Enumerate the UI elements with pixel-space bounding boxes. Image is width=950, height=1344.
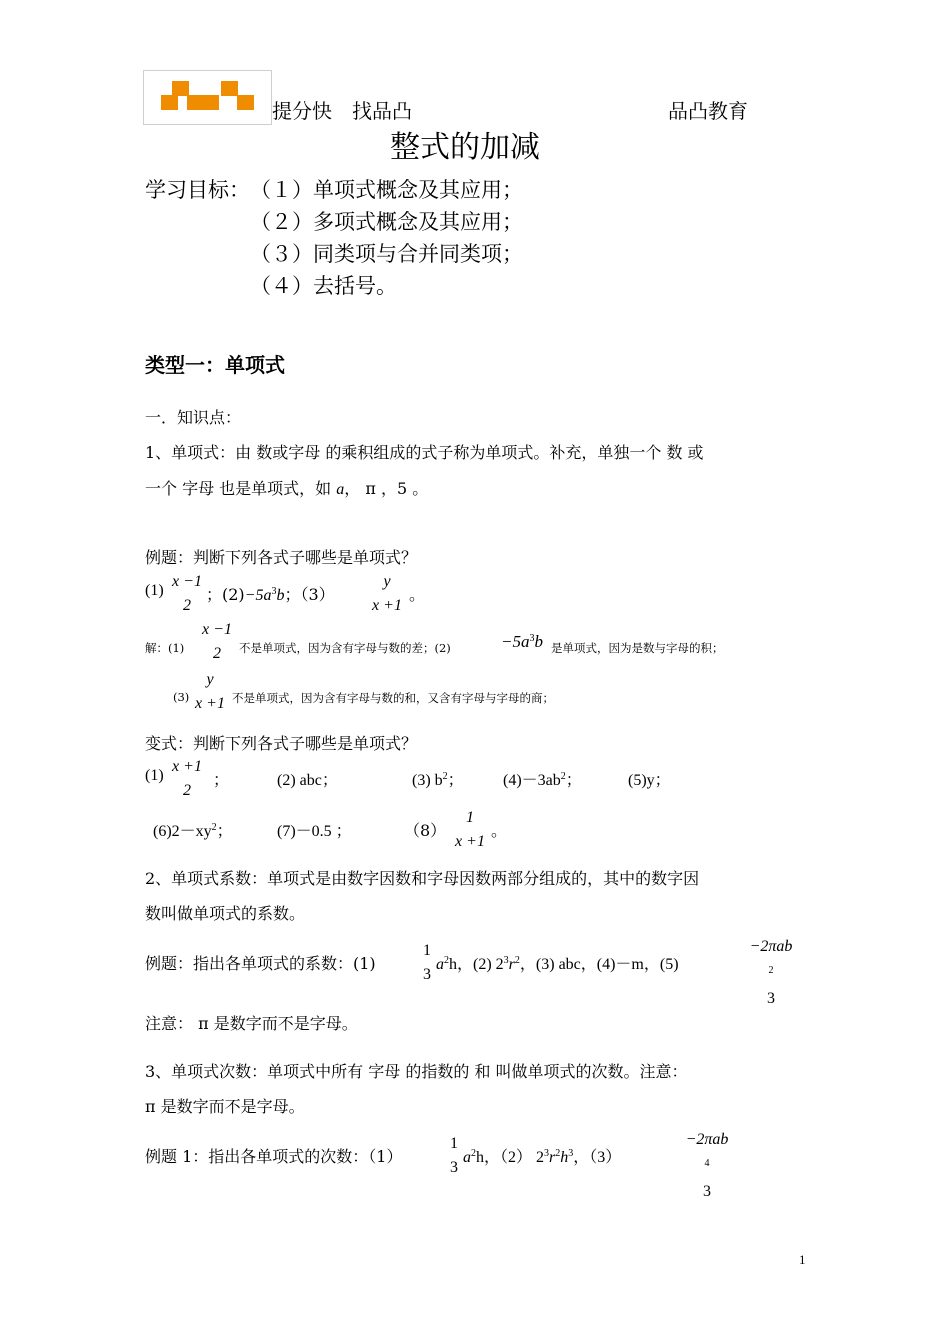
- fraction: 1 3: [423, 942, 431, 983]
- fraction: 1 3: [450, 1135, 458, 1176]
- variant-item: $(6)2-xy^2$；: [153, 822, 233, 840]
- solution-text: 不是单项式，因为含有字母与数的和，又含有字母与字母的商；: [232, 691, 554, 705]
- logo: [143, 70, 272, 125]
- definition-line: 2、单项式系数：单项式是由数字因数和字母因数两部分组成的，其中的数字因: [145, 869, 700, 888]
- goal-item: （１）单项式概念及其应用；: [250, 178, 523, 202]
- page-title: 整式的加减: [390, 130, 540, 165]
- logo-block: [202, 95, 219, 110]
- definition-line: 1、单项式：由 数或字母 的乘积组成的式子称为单项式。补充，单独一个 数 或: [145, 443, 704, 462]
- fraction: y x +1: [195, 671, 225, 712]
- math-expression: $-5a^3b$: [501, 632, 543, 651]
- fraction: −2πab $^4$ 3: [685, 1131, 729, 1200]
- fraction: −2πab $^2$ 3: [749, 938, 793, 1007]
- variant-question: 变式：判断下列各式子哪些是单项式？: [145, 734, 418, 753]
- example-item: $a^2h$，(2) $2^3r^2$，(3) abc，(4)－m，(5): [436, 955, 679, 973]
- example-question: 例题 1：指出各单项式的次数：（1）: [145, 1147, 403, 1166]
- definition-line: 一个 字母 也是单项式，如 a， π ，5 。: [145, 479, 429, 498]
- solution-text: 是单项式，因为是数与字母的积；: [551, 641, 724, 655]
- variant-item: (5)y；: [628, 772, 671, 789]
- variant-item-label: (1): [145, 767, 164, 784]
- page-number: 1: [799, 1252, 806, 1267]
- variant-item: (2) abc；: [277, 772, 338, 789]
- example-item-label: (1): [145, 582, 164, 599]
- goal-item: （２）多项式概念及其应用；: [250, 210, 523, 234]
- punctuation: 。: [491, 821, 508, 840]
- solution-label: 解：(1): [145, 641, 185, 655]
- example-question: 例题：判断下列各式子哪些是单项式？: [145, 548, 418, 567]
- definition-line: π 是数字而不是字母。: [145, 1097, 305, 1116]
- variant-item: $(4)-3ab^2$；: [503, 771, 582, 789]
- example-question: 例题：指出各单项式的系数：(1): [145, 954, 376, 973]
- punctuation: ；: [213, 770, 230, 789]
- fraction: x −1 2: [202, 621, 232, 662]
- variant-item-label: （8）: [404, 821, 447, 840]
- goal-item: （４）去括号。: [250, 274, 397, 298]
- definition-line: 3、单项式次数：单项式中所有 字母 的指数的 和 叫做单项式的次数。注意：: [145, 1062, 688, 1081]
- fraction: y x +1: [372, 573, 402, 614]
- solution-label: (3): [173, 690, 190, 704]
- logo-block: [221, 81, 238, 96]
- logo-block: [161, 95, 178, 110]
- section-heading: 类型一：单项式: [145, 353, 285, 377]
- fraction: x +1 2: [172, 758, 202, 799]
- header-slogan: 提分快 找品凸: [272, 99, 412, 123]
- solution-text: 不是单项式，因为含有字母与数的差；(2): [239, 641, 451, 655]
- logo-block: [172, 81, 189, 96]
- fraction: x −1 2: [172, 573, 202, 614]
- logo-block: [237, 95, 254, 110]
- fraction: 1 x +1: [455, 809, 485, 850]
- goal-item: （３）同类项与合并同类项；: [250, 242, 523, 266]
- knowledge-heading: 一．知识点：: [145, 408, 242, 427]
- header-brand: 品凸教育: [668, 99, 748, 123]
- variant-item: (3) $b^2$；: [412, 771, 464, 789]
- definition-line: 数叫做单项式的系数。: [145, 904, 306, 923]
- note: 注意： π 是数字而不是字母。: [145, 1014, 358, 1033]
- goals-label: 学习目标：: [145, 178, 250, 202]
- variant-item: (7)－0.5 ；: [277, 823, 352, 840]
- punctuation: 。: [409, 585, 426, 604]
- example-item: $a^2h$，（2） $2^3r^2h^3$，（3）: [463, 1148, 622, 1166]
- example-item: ；$(2)-5a^3b$；（3）: [206, 585, 335, 604]
